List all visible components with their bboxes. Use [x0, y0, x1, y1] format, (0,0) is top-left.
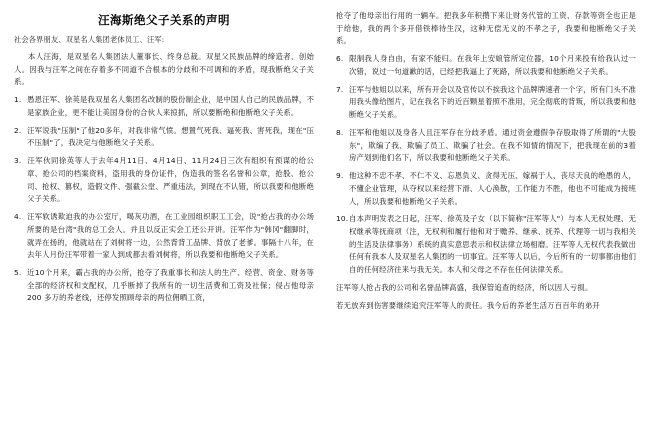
list-item-number: 7. [336, 84, 344, 94]
list-item-text: 限制我人身自由，有家不能归。在我年上安娘管所定位器，10个月来投有给我认过一次错，说过一句道歉的话，已经把我逼上了死路，所以我要和他断绝父子关系。 [349, 54, 636, 76]
list-item [14, 267, 314, 305]
continued-paragraph: 抢夺了他母亲出行用的一辆车。把我多年积攒下来让财务代管的工资、存款等资全也正是于给他，我的两个多开借铁棒待生汉，这种无偿无义的不孝之子，我要和他断绝父子关系。 [336, 11, 636, 46]
list-item [336, 84, 636, 122]
page-title: 汪海斯绝父子关系的声明 [98, 13, 230, 27]
list-item [14, 211, 314, 262]
list-item-number: 10. [336, 214, 349, 224]
list-item [336, 213, 636, 277]
list-item-text: 自本声明发表之日起，汪军、徐英及子女（以下简称"汪军等人"）与本人无权处理、无权继承等抚商项（注，无权利和履行他和对于赡养、继承、抚养、代理等一切与我相关的生活及法律事务）系统的真实意思表示和权法律立场相磨。汪军等人无权代表我做出任何有我本人及双星名人集团的一切事宜。汪军等人以后，今后所有的一切事都由他们自的任何经济往来与我无关。本人和父母之不存在任何法律关系。 [349, 214, 636, 275]
list-item [336, 170, 636, 208]
right-numbered-list [336, 53, 636, 277]
left-column [14, 10, 314, 424]
list-item-text: 汪军和他姐以及身各人且汪军存在分歧矛盾。通过资金遵假争存股取得了所谓的"大股东"，欺编了我、欺骗了员工、欺骗了社会。在我不知情的情况下，把我现在前的3着房产划到他们名下，所以我要和他断绝父子关系。 [349, 127, 636, 163]
list-item-text: 近10个月来，霸占我的办公所，抢夺了我重事长和法人的生产、经营、资金、财务等全部的经济权和支配权，几乎断掉了我所有的一切生活费和工资及社保；侵占他母亲 200 多万的养老线，还停发照顾母亲的两位佣晒工资， [27, 268, 314, 303]
closing-paragraph-1: 汪军等人抢占我的公司和名誉品牌高盛，我保管追查的经济，所以因人亏损。 [336, 282, 593, 292]
list-item-text: 汪军软诱欺迫我的办公室厅，喝灰功酒，在工业园组织职工工会，说"抢占我的办公场所要的是台湾"我的总工会人。并且以反正实会工还公开讲。汪军作为"韩冈"翻脚时，就弄在扬的，他就站在了刘树将一边，公然背背工品牌、背放了老爹。事隔十八年，在去年人月份汪军带着一家人到成都去看刘树将，所以我要和他断绝父子关系。 [27, 212, 314, 260]
list-item [14, 125, 314, 150]
list-item-text: 汪军伙同徐英等人于去年4月11日、4月14日、11月24日三次有组织有预谋的给公章、抢公司的档案资料，盗用我的身份证件，伪造我的签名名誉和公章，抢股、抢公司、抢权、篡权，造假文件、强截公堂、严重违法，到现在不认错，所以我要和他断绝父子关系。 [27, 156, 314, 204]
list-item-number: 6. [336, 54, 344, 64]
list-item [14, 155, 314, 206]
list-item-text: 汪军说我"压制"了他20多年，对我非常气愤。想置气死我、逼死我、害死我，现在"压不压制"了，我决定与他断绝父子关系。 [27, 125, 314, 148]
list-item [336, 127, 636, 165]
list-item-number: 8. [336, 127, 344, 137]
list-item-text: 他这种不忠不孝、不仁不义、忘恩负义、贪得无压、嫁祸于人、丧尽天良的绝愚的人，不懂企业管理，从夺权以来经营下滑、人心涣散，工作能力不胜，他也不可能成为接班人，所以我要和他断绝父子关系。 [349, 171, 636, 206]
list-item-text: 愚恩汪军、徐英是我双星名人集团名改制的股份制企业，是中国人自己的民族品牌，不是家族企业，更不能让美国身份的合伙人来掠抓，所以要断绝和他断绝父子关系。 [27, 95, 314, 117]
list-item-text: 汪军与他姐以以来，所有开会以及官传以不挨我这个品牌牌速者一个字，所有门头不准用我头像给图片，记在我名下的近百颗星着照不准用，完全彻底的背叛，所以我要和他断绝父子关系。 [349, 84, 636, 120]
list-item [336, 53, 636, 78]
list-item-number: 4. [14, 212, 22, 222]
list-item-number: 3. [14, 156, 22, 166]
right-column [336, 10, 636, 424]
list-item-number: 1. [14, 95, 22, 105]
closing-paragraph-2: 若无放弃到伤害要继续追究汪军等人的责任。我今后的养老生活万百百年的弟开 [336, 300, 600, 310]
two-column-layout [14, 10, 636, 424]
list-item-number: 2. [14, 125, 22, 135]
list-item-number: 9. [336, 171, 344, 181]
list-item-number: 5. [14, 268, 22, 278]
list-item [14, 94, 314, 119]
addressee-line: 社会各界朋友、双星名人集团老体员工、汪军: [14, 35, 165, 44]
opening-paragraph: 本人汪海，是双星名人集团法人董事长、终身总裁。双星父民族品牌的缔造者、创始人。因我与汪军之间在存着多不同道不合根本的分歧和不可调和的矛盾，现我断绝父子关系。 [14, 52, 314, 87]
left-numbered-list [14, 94, 314, 305]
